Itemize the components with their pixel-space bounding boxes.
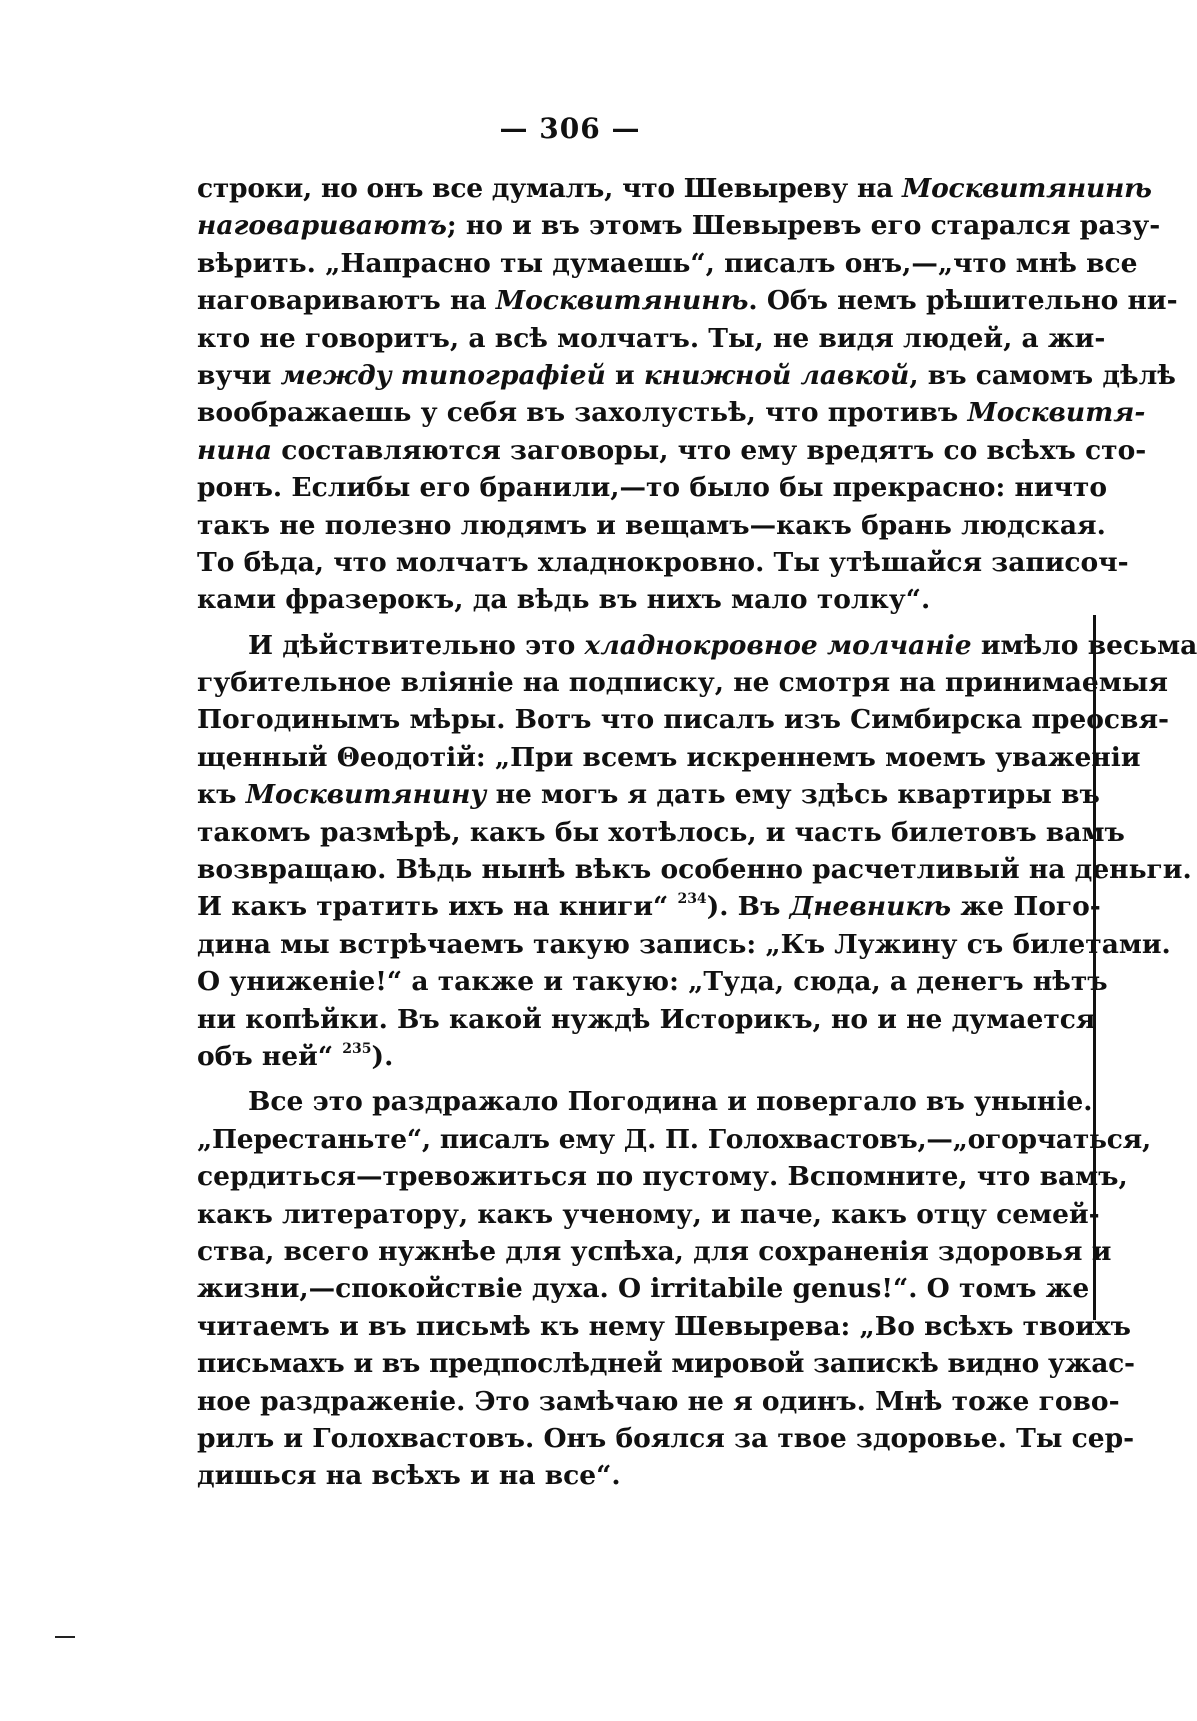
footnote-ref: 235 — [342, 1040, 372, 1057]
text-line — [197, 1196, 1100, 1233]
text-run: „Перестаньте“, писалъ ему Д. П. Голохвастовъ,—„огорчаться, — [197, 1123, 1151, 1155]
text-line — [197, 1083, 1093, 1120]
text-line — [197, 282, 1178, 319]
text-line — [197, 1038, 1000, 1075]
italic-text: Москвитянинѣ — [495, 285, 749, 317]
text-run: ни копѣйки. Въ какой нуждѣ Историкъ, но и не думается — [197, 1003, 1096, 1035]
italic-text: между типографіей — [280, 359, 606, 391]
text-run: И дѣйствительно это — [248, 629, 585, 661]
text-run: же Пого- — [951, 891, 1101, 923]
text-line — [197, 245, 1138, 282]
text-run: составляются заговоры, что ему вредятъ со всѣхъ сто- — [272, 434, 1147, 466]
text-line — [197, 1457, 1000, 1494]
text-line — [197, 581, 1000, 618]
text-line — [197, 888, 1101, 925]
text-line — [197, 776, 1100, 813]
italic-text: Москвитянинѣ — [902, 173, 1152, 204]
text-line — [197, 207, 1161, 244]
text-line — [197, 469, 1108, 506]
text-run: ). — [371, 1040, 394, 1072]
text-line — [197, 357, 1176, 394]
text-run: къ — [197, 779, 246, 811]
text-run: . Объ немъ рѣшительно ни- — [748, 285, 1178, 317]
text-line — [197, 320, 1106, 357]
text-run: щенный Θеодотій: „При всемъ искреннемъ моемъ уваженіи — [197, 741, 1141, 773]
italic-text: нина — [197, 434, 273, 466]
text-line — [197, 1420, 1135, 1457]
text-line — [197, 963, 1108, 1000]
body-text — [197, 170, 1197, 1495]
text-run: ; но и въ этомъ Шевыревъ его старался разу- — [446, 210, 1161, 242]
text-run: строки, но онъ все думалъ, что Шевыреву на — [197, 173, 903, 204]
text-run: , въ самомъ дѣлѣ — [909, 359, 1176, 391]
text-line — [197, 1158, 1128, 1195]
text-line — [197, 926, 1171, 963]
text-line — [197, 851, 1192, 888]
text-line — [197, 814, 1125, 851]
text-run: жизни,—спокойствіе духа. О irritabile genus!“. О томъ же — [197, 1273, 1090, 1305]
text-line — [197, 1345, 1135, 1382]
italic-text: хладнокровное молчаніе — [584, 629, 972, 661]
text-run: рилъ и Голохвастовъ. Онъ боялся за твое здоровье. Ты сер- — [197, 1422, 1135, 1454]
text-run: ками фразерокъ, да вѣдь въ нихъ мало толку“. — [197, 584, 931, 616]
text-run: письмахъ и въ предпослѣдней мировой запискѣ видно ужас- — [197, 1348, 1135, 1380]
text-run: ства, всего нужнѣе для успѣха, для сохраненія здоровья и — [197, 1235, 1112, 1267]
italic-text: наговариваютъ — [197, 210, 447, 242]
italic-text: Москвитя- — [967, 397, 1146, 429]
text-run: губительное вліяніе на подписку, не смотря на принимаемыя — [197, 667, 1168, 699]
text-run: воображаешь у себя въ захолустьѣ, что противъ — [197, 397, 968, 429]
text-run: Погодинымъ мѣры. Вотъ что писалъ изъ Симбирска преосвя- — [197, 704, 1170, 736]
text-run: вѣрить. „Напрасно ты думаешь“, писалъ онъ,—„что мнѣ все — [197, 247, 1138, 279]
text-run: дина мы встрѣчаемъ такую запись: „Къ Лужину съ билетами. — [197, 928, 1171, 960]
text-line — [197, 507, 1106, 544]
text-line — [197, 394, 1146, 431]
text-line — [197, 739, 1141, 776]
text-run: кто не говоритъ, а всѣ молчатъ. Ты, не видя людей, а жи- — [197, 322, 1106, 354]
footnote-ref: 234 — [677, 891, 707, 908]
text-run: такъ не полезно людямъ и вещамъ—какъ брань людская. — [197, 509, 1106, 541]
text-line — [197, 1308, 1131, 1345]
text-run: вучи — [197, 359, 281, 391]
text-line — [197, 170, 1152, 207]
italic-text: Дневникѣ — [789, 891, 952, 923]
text-run: ное раздраженіе. Это замѣчаю не я одинъ. Мнѣ тоже гово- — [197, 1385, 1120, 1417]
text-line — [197, 1001, 1096, 1038]
text-line — [197, 1121, 1151, 1158]
italic-text: Москвитянину — [245, 779, 487, 811]
text-run: ). Въ — [706, 891, 790, 923]
text-run: возвращаю. Вѣдь нынѣ вѣкъ особенно расчетливый на деньги. — [197, 854, 1192, 886]
text-run: такомъ размѣрѣ, какъ бы хотѣлось, и часть билетовъ вамъ — [197, 816, 1125, 848]
text-line — [197, 1383, 1120, 1420]
text-run: читаемъ и въ письмѣ къ нему Шевырева: „Во всѣхъ твоихъ — [197, 1310, 1131, 1342]
text-run: И какъ тратить ихъ на книги“ — [197, 891, 678, 923]
text-line — [197, 1270, 1090, 1307]
text-run: О униженіе!“ а также и такую: „Туда, сюда, а денегъ нѣтъ — [197, 966, 1108, 998]
text-line — [197, 664, 1168, 701]
text-run: имѣло весьма — [971, 629, 1197, 661]
text-run: Все это раздражало Погодина и повергало въ уныніе. — [248, 1086, 1093, 1118]
page-number: — 306 — — [499, 112, 641, 145]
text-line — [197, 432, 1147, 469]
text-line — [197, 1233, 1112, 1270]
text-line — [197, 701, 1170, 738]
text-run: объ ней“ — [197, 1040, 343, 1072]
text-run: ронъ. Еслибы его бранили,—то было бы прекрасно: ничто — [197, 472, 1108, 504]
scan-mark — [55, 1636, 75, 1638]
text-run: сердиться—тревожиться по пустому. Вспомните, что вамъ, — [197, 1161, 1128, 1193]
text-line — [197, 627, 1197, 664]
italic-text: книжной лавкой — [643, 359, 910, 391]
text-run: какъ литератору, какъ ученому, и паче, какъ отцу семей- — [197, 1198, 1100, 1230]
text-run: и — [605, 359, 644, 391]
text-run: не могъ я дать ему здѣсь квартиры въ — [486, 779, 1100, 811]
text-line — [197, 544, 1129, 581]
text-run: дишься на всѣхъ и на все“. — [197, 1460, 621, 1492]
text-run: наговариваютъ на — [197, 285, 496, 317]
text-run: То бѣда, что молчатъ хладнокровно. Ты утѣшайся записоч- — [197, 546, 1129, 578]
